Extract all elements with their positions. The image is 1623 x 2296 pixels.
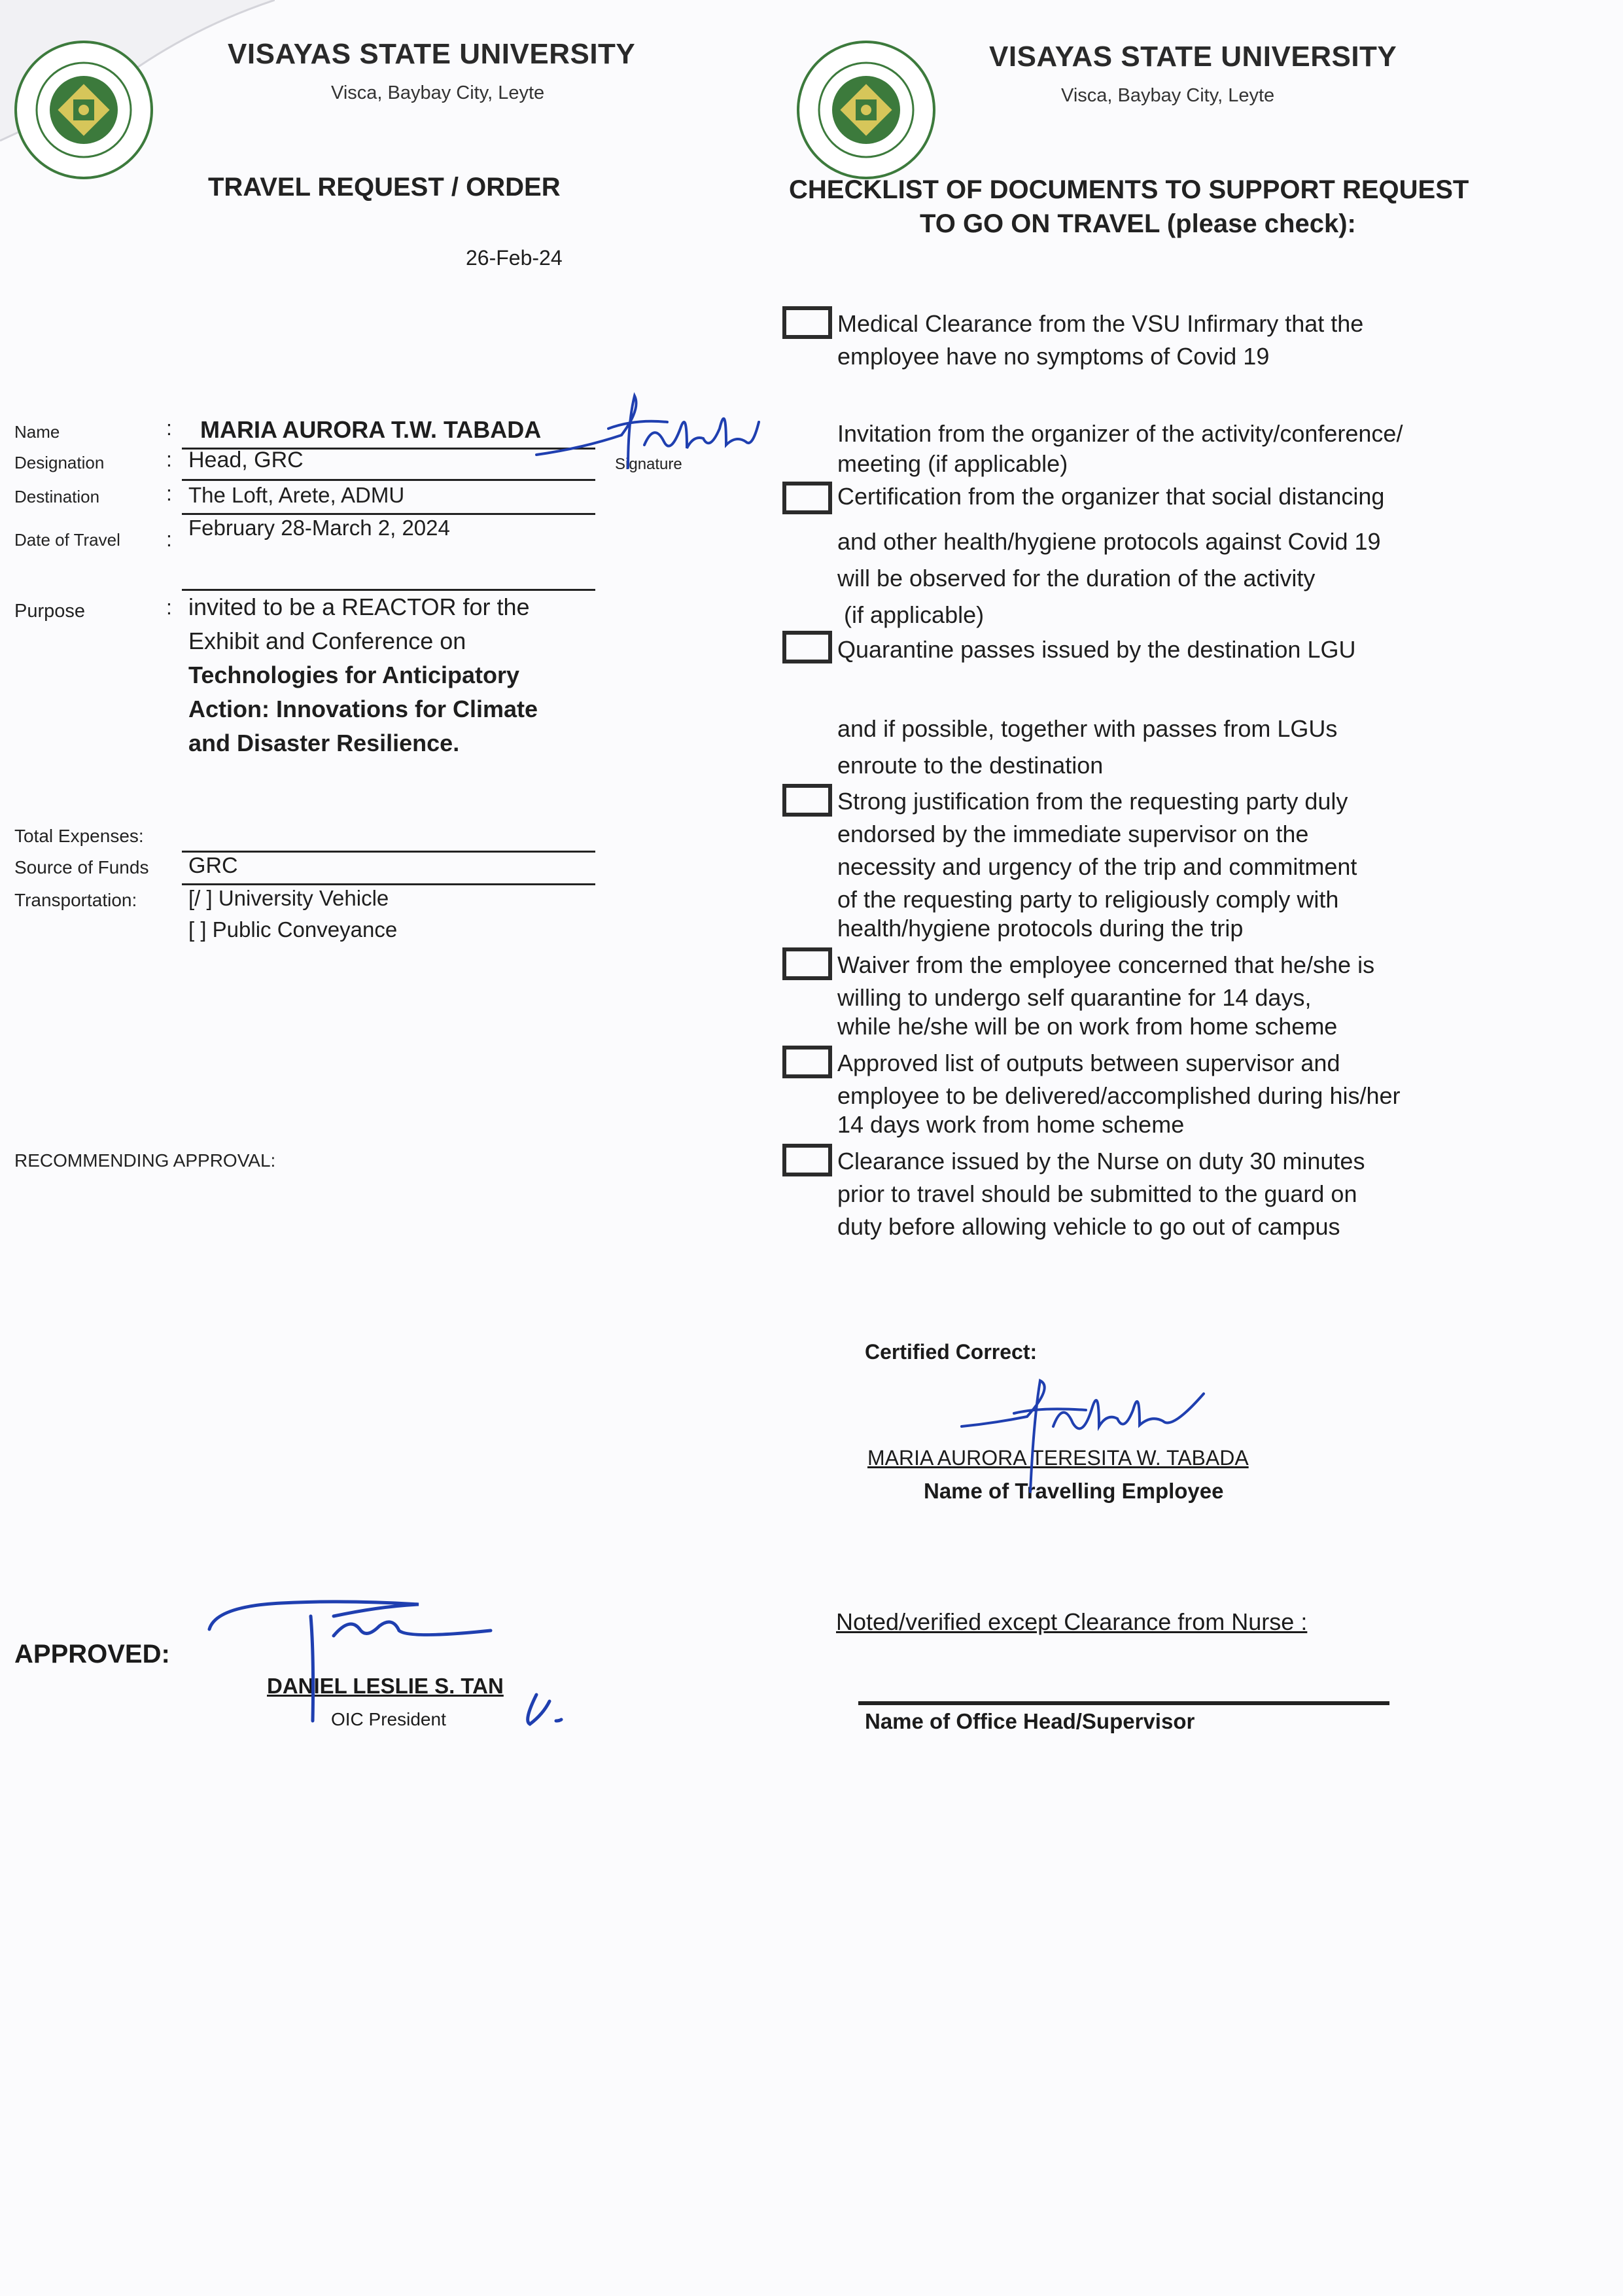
checkbox-approved-outputs[interactable] (782, 1046, 832, 1078)
name-label: Name (14, 422, 60, 442)
checklist-item-text: Clearance issued by the Nurse on duty 30 minutes (837, 1148, 1365, 1174)
checkbox-quarantine-passes[interactable] (782, 631, 832, 663)
date-of-travel-label: Date of Travel (14, 530, 120, 550)
checklist-item-text: enroute to the destination (837, 752, 1104, 779)
university-address-left: Visca, Baybay City, Leyte (331, 82, 545, 103)
purpose-label: Purpose (14, 601, 86, 622)
university-name-left: VISAYAS STATE UNIVERSITY (228, 38, 636, 70)
checklist-item-text: Strong justification from the requesting party duly (837, 788, 1348, 815)
checklist-item-text: prior to travel should be submitted to the guard on (837, 1180, 1357, 1207)
supervisor-signature-line (858, 1701, 1389, 1705)
checklist-item-text: meeting (if applicable) (837, 450, 1068, 477)
purpose-line-2: Exhibit and Conference on (188, 627, 466, 654)
checkbox-medical-clearance[interactable] (782, 306, 832, 339)
purpose-line-4: Action: Innovations for Climate (188, 696, 538, 722)
source-of-funds-value: GRC (188, 853, 238, 878)
checklist-item-text: Approved list of outputs between supervisor and (837, 1050, 1340, 1076)
checklist-item-text: 14 days work from home scheme (837, 1111, 1185, 1138)
transportation-label: Transportation: (14, 890, 137, 910)
total-expenses-label: Total Expenses: (14, 826, 144, 846)
transport-option-public-conveyance: [ ] Public Conveyance (188, 917, 398, 942)
checklist-item-text: employee to be delivered/accomplished during his/her (837, 1082, 1401, 1109)
checkbox-waiver[interactable] (782, 947, 832, 980)
checkbox-strong-justification[interactable] (782, 784, 832, 817)
checklist-item-text: will be observed for the duration of the activity (837, 565, 1316, 592)
checklist-item-text: Invitation from the organizer of the activity/conference/ (837, 420, 1403, 447)
destination-underline (182, 513, 595, 515)
checklist-item-medical-clearance (837, 308, 1363, 373)
checklist-item-invitation (837, 417, 1403, 480)
total-expenses-underline (182, 851, 595, 853)
date-of-travel-colon: : (166, 527, 172, 551)
purpose-text (188, 590, 607, 760)
purpose-line-3: Technologies for Anticipatory (188, 662, 520, 688)
checklist-item-text: (if applicable) (837, 601, 985, 628)
checklist-item-text: willing to undergo self quarantine for 14 days, (837, 984, 1312, 1011)
checklist-item-text: Waiver from the employee concerned that he/she is (837, 951, 1375, 978)
approver-title: OIC President (331, 1709, 446, 1729)
designation-label: Designation (14, 453, 105, 472)
checklist-item-waiver (837, 949, 1374, 1043)
checklist-title-line-2: TO GO ON TRAVEL (please check): (920, 209, 1356, 238)
checklist-title-line-1: CHECKLIST OF DOCUMENTS TO SUPPORT REQUEST (789, 175, 1469, 204)
name-colon: : (166, 416, 172, 440)
checkbox-nurse-clearance[interactable] (782, 1144, 832, 1176)
checkbox-certification-distancing[interactable] (782, 482, 832, 514)
university-seal-right (795, 39, 937, 181)
name-value: MARIA AURORA T.W. TABADA (200, 416, 542, 443)
recommending-approval-label: RECOMMENDING APPROVAL: (14, 1150, 276, 1171)
purpose-line-5: and Disaster Resilience. (188, 730, 460, 756)
checklist-item-strong-justification (837, 785, 1357, 945)
checklist-item-nurse-clearance (837, 1145, 1365, 1243)
checklist-item-text: duty before allowing vehicle to go out of campus (837, 1213, 1340, 1240)
checklist-item-text: employee have no symptoms of Covid 19 (837, 343, 1270, 370)
designation-colon: : (166, 448, 172, 471)
checklist-item-text: necessity and urgency of the trip and commitment (837, 853, 1357, 880)
university-name-right: VISAYAS STATE UNIVERSITY (989, 41, 1397, 73)
signature-label: Signature (615, 455, 682, 473)
checklist-item-text: health/hygiene protocols during the trip (837, 915, 1244, 942)
checklist-item-text: Quarantine passes issued by the destination LGU (837, 636, 1356, 663)
purpose-colon: : (166, 595, 172, 619)
checklist-item-text: while he/she will be on work from home scheme (837, 1013, 1338, 1040)
approver-name: DANIEL LESLIE S. TAN (267, 1674, 504, 1698)
checklist-item-text: of the requesting party to religiously comply with (837, 886, 1339, 913)
travelling-employee-name: MARIA AURORA TERESITA W. TABADA (867, 1446, 1249, 1470)
checklist-item-certification (837, 480, 1384, 513)
checklist-item-certification-cont (837, 523, 1381, 633)
university-seal-left (13, 39, 154, 181)
designation-value: Head, GRC (188, 448, 304, 472)
checklist-item-quarantine-passes (837, 633, 1355, 666)
travelling-employee-caption: Name of Travelling Employee (924, 1479, 1224, 1503)
checklist-item-text: and if possible, together with passes from LGUs (837, 715, 1338, 742)
transport-option-university-vehicle: [/ ] University Vehicle (188, 886, 389, 910)
noted-verified-label: Noted/verified except Clearance from Nurse : (836, 1608, 1308, 1635)
source-of-funds-underline (182, 883, 595, 885)
designation-underline (182, 479, 595, 481)
source-of-funds-label: Source of Funds (14, 857, 149, 877)
travel-order-title: TRAVEL REQUEST / ORDER (208, 173, 561, 202)
checklist-item-approved-outputs (837, 1047, 1401, 1141)
destination-colon: : (166, 482, 172, 505)
request-date: 26-Feb-24 (466, 246, 563, 270)
purpose-line-1: invited to be a REACTOR for the (188, 593, 530, 620)
approved-label: APPROVED: (14, 1640, 170, 1669)
certified-correct-label: Certified Correct: (865, 1340, 1038, 1364)
university-address-right: Visca, Baybay City, Leyte (1061, 85, 1275, 106)
checklist-item-quarantine-passes-cont (837, 711, 1337, 784)
supervisor-caption: Name of Office Head/Supervisor (865, 1709, 1195, 1733)
date-of-travel-value: February 28-March 2, 2024 (188, 516, 450, 540)
destination-value: The Loft, Arete, ADMU (188, 483, 405, 507)
checklist-item-text: Medical Clearance from the VSU Infirmary that the (837, 310, 1364, 337)
checklist-item-text: Certification from the organizer that social distancing (837, 483, 1385, 510)
destination-label: Destination (14, 487, 100, 506)
checklist-item-text: endorsed by the immediate supervisor on the (837, 821, 1309, 847)
checklist-item-text: and other health/hygiene protocols against Covid 19 (837, 528, 1381, 555)
